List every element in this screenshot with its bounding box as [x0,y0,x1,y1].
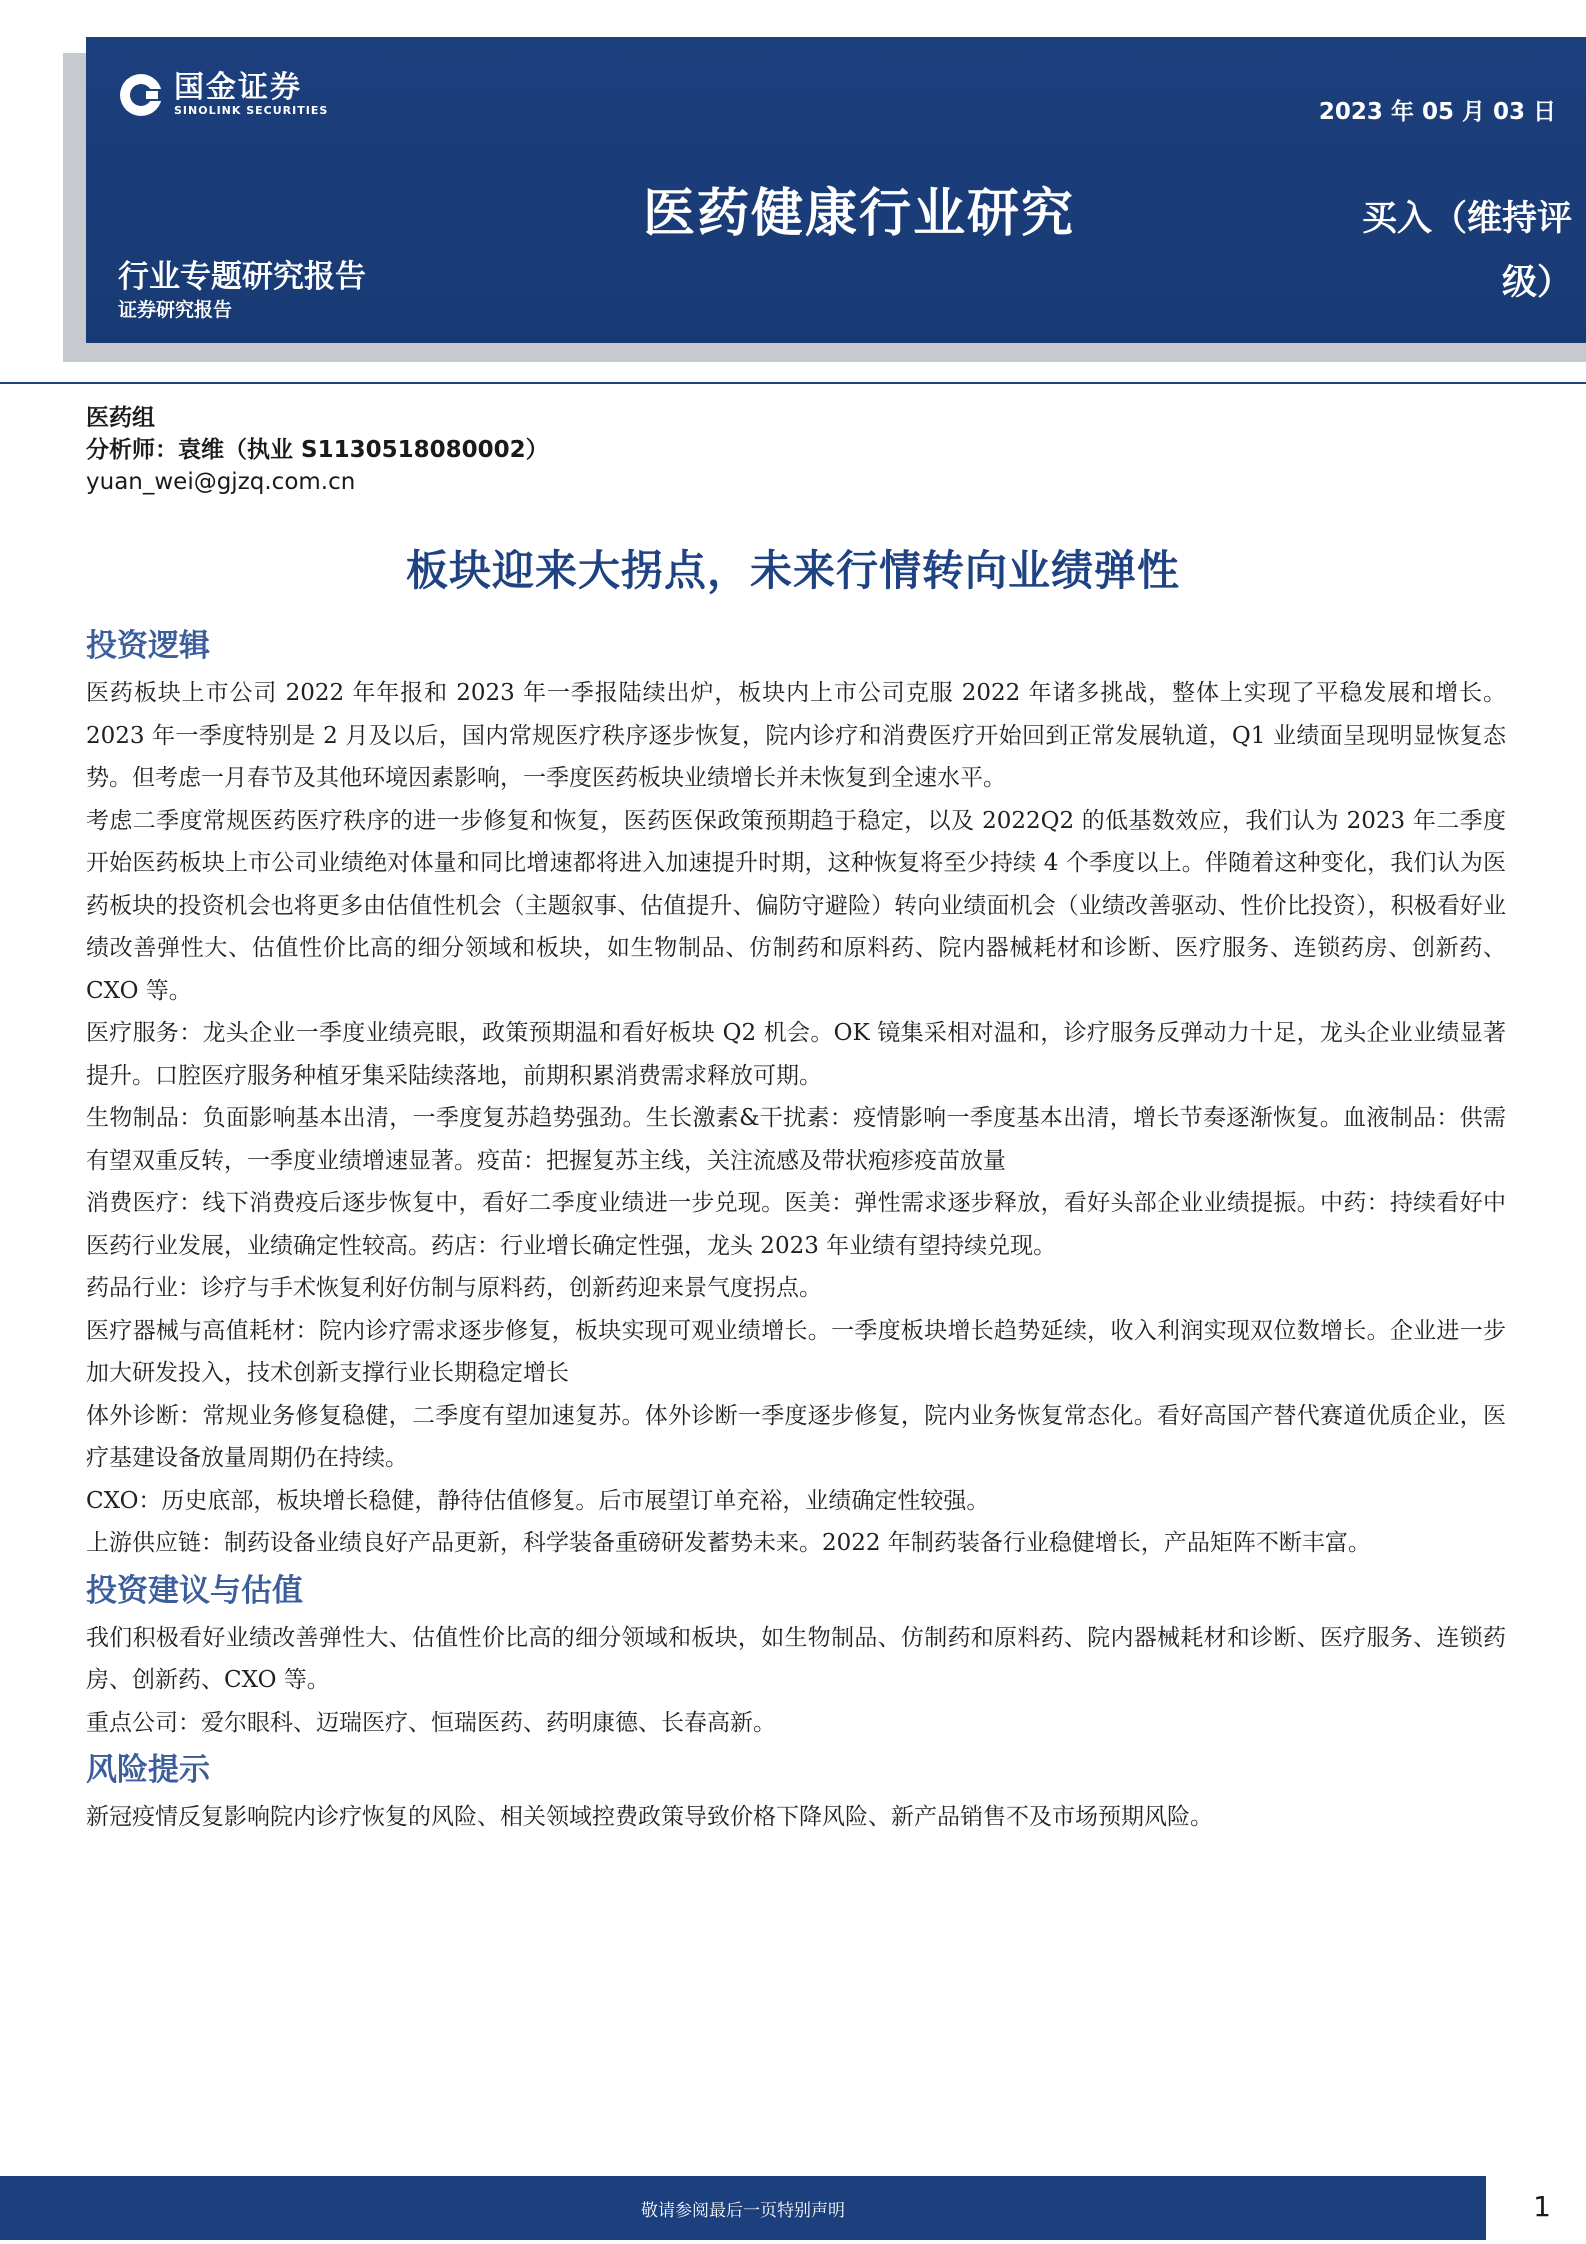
report-body [86,620,1506,1839]
logic-paragraph: 医药板块上市公司 2022 年年报和 2023 年一季报陆续出炉，板块内上市公司克服 2022 年诸多挑战，整体上实现了平稳发展和增长。2023 年一季度特别是 2 月及以后，国内常规医疗秩序逐步恢复，院内诊疗和消费医疗开始回到正常发展轨道，Q1 业绩面呈现明显恢复态势。但考虑一月春节及其他环境因素影响，一季度医药板块业绩增长并未恢复到全速水平。 [86,680,1506,791]
report-header [86,37,1586,343]
company-logo [118,72,328,118]
page-number: 1 [1533,2190,1551,2223]
logic-paragraph: 考虑二季度常规医药医疗秩序的进一步修复和恢复，医药医保政策预期趋于稳定，以及 2022Q2 的低基数效应，我们认为 2023 年二季度开始医药板块上市公司业绩绝对体量和同比增速都将进入加速提升时期，这种恢复将至少持续 4 个季度以上。伴随着这种变化，我们认为医药板块的投资机会也将更多由估值性机会（主题叙事、估值提升、偏防守避险）转向业绩面机会（业绩改善驱动、性价比投资），积极看好业绩改善弹性大、估值性价比高的细分领域和板块，如生物制品、仿制药和原料药、院内器械耗材和诊断、医疗服务、连锁药房、创新药、CXO 等。 [86,807,1506,1004]
analyst-email[interactable]: yuan_wei@gjzq.com.cn [86,469,356,495]
logic-paragraph: 生物制品：负面影响基本出清，一季度复苏趋势强劲。生长激素&干扰素：疫情影响一季度基本出清，增长节奏逐渐恢复。血液制品：供需有望双重反转，一季度业绩增速显著。疫苗：把握复苏主线，关注流感及带状疱疹疫苗放量 [86,1105,1506,1174]
logo-name-cn: 国金证券 [174,70,302,105]
logic-paragraph: 体外诊断：常规业务修复稳健，二季度有望加速复苏。体外诊断一季度逐步修复，院内业务恢复常态化。看好高国产替代赛道优质企业，医疗基建设备放量周期仍在持续。 [86,1402,1506,1471]
logic-paragraph: 药品行业：诊疗与手术恢复利好仿制与原料药，创新药迎来景气度拐点。 [86,1275,822,1301]
logic-paragraph: 消费医疗：线下消费疫后逐步恢复中，看好二季度业绩进一步兑现。医美：弹性需求逐步释放，看好头部企业业绩提振。中药：持续看好中医药行业发展，业绩确定性较高。药店：行业增长确定性强，龙头 2023 年业绩有望持续兑现。 [86,1190,1506,1259]
logic-paragraph: 医疗器械与高值耗材：院内诊疗需求逐步修复，板块实现可观业绩增长。一季度板块增长趋势延续，收入利润实现双位数增长。企业进一步加大研发投入，技术创新支撑行业长期稳定增长 [86,1317,1506,1386]
logo-name-en: SINOLINK SECURITIES [174,104,329,117]
report-type: 行业专题研究报告 [118,259,366,295]
advice-paragraph: 我们积极看好业绩改善弹性大、估值性价比高的细分领域和板块，如生物制品、仿制药和原料药、院内器械耗材和诊断、医疗服务、连锁药房、创新药、CXO 等。 [86,1624,1506,1693]
disclaimer-notice: 敬请参阅最后一页特别声明 [0,2176,1486,2240]
risk-paragraph: 新冠疫情反复影响院内诊疗恢复的风险、相关领域控费政策导致价格下降风险、新产品销售不及市场预期风险。 [86,1804,1213,1830]
analyst-info [86,402,549,498]
industry-title: 医药健康行业研究 [643,184,1076,244]
section-heading-logic: 投资逻辑 [86,628,210,664]
advice-paragraph: 重点公司：爱尔眼科、迈瑞医疗、恒瑞医药、药明康德、长春高新。 [86,1709,776,1736]
logic-paragraph: 医疗服务：龙头企业一季度业绩亮眼，政策预期温和看好板块 Q2 机会。OK 镜集采相对温和，诊疗服务反弹动力十足，龙头企业业绩显著提升。口腔医疗服务种植牙集采陆续落地，前期积累消费需求释放可期。 [86,1020,1506,1089]
report-subtype: 证券研究报告 [118,299,233,321]
page-footer [0,2176,1586,2244]
analyst-name: 分析师：袁维（执业 S1130518080002） [86,437,549,463]
logo-mark-icon [118,72,164,118]
section-heading-risk: 风险提示 [86,1752,210,1788]
logic-paragraph: CXO：历史底部，板块增长稳健，静待估值修复。后市展望订单充裕，业绩确定性较强。 [86,1487,990,1514]
report-date: 2023 年 05 月 03 日 [1318,99,1556,125]
header-divider [0,382,1586,384]
rating-label: 买入（维持评级） [1361,199,1572,303]
report-main-title: 板块迎来大拐点，未来行情转向业绩弹性 [405,546,1180,595]
section-heading-advice: 投资建议与估值 [86,1572,303,1609]
logic-paragraph: 上游供应链：制药设备业绩良好产品更新，科学装备重磅研发蓄势未来。2022 年制药装备行业稳健增长，产品矩阵不断丰富。 [86,1530,1371,1556]
group-name: 医药组 [86,405,155,431]
